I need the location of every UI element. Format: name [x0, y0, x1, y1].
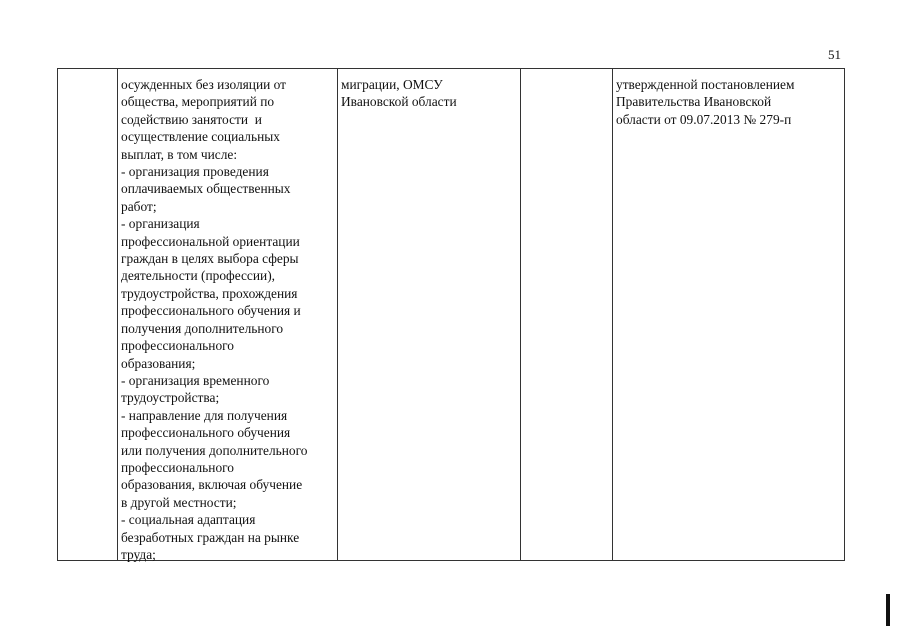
text-line: - направление для получения [121, 407, 288, 423]
text-line: профессионального [121, 338, 234, 354]
text-line: работ; [121, 198, 157, 214]
text-line: трудоустройства, прохождения [121, 285, 298, 301]
text-line: осужденных без изоляции от [121, 77, 287, 92]
page-number: 51 [828, 47, 841, 62]
text-line: общества, мероприятий по [121, 94, 275, 110]
executors-cell [341, 76, 457, 111]
text-line: профессиональной ориентации [121, 233, 300, 249]
column-divider [337, 69, 338, 560]
text-line: - социальная адаптация [121, 512, 256, 528]
text-line: оплачиваемых общественных [121, 181, 291, 197]
document-table [57, 68, 845, 561]
text-line: области от 09.07.2013 № 279-п [616, 111, 792, 127]
column-divider [117, 69, 118, 560]
text-line: трудоустройства; [121, 390, 220, 406]
text-line: профессионального обучения [121, 425, 291, 441]
text-line: образования; [121, 355, 196, 371]
text-line: в другой местности; [121, 494, 237, 510]
text-line: или получения дополнительного [121, 442, 308, 458]
measures-cell [121, 76, 307, 563]
text-line: утвержденной постановлением [616, 77, 795, 92]
text-line: профессионального обучения и [121, 303, 301, 319]
text-line: профессионального [121, 459, 234, 475]
text-line: содействию занятости и [121, 111, 262, 127]
text-line: деятельности (профессии), [121, 268, 275, 284]
text-line: - организация [121, 216, 200, 232]
scan-artifact [886, 594, 890, 626]
text-line: осуществление социальных [121, 129, 280, 145]
text-line: труда; [121, 546, 156, 562]
column-divider [520, 69, 521, 560]
text-line: безработных граждан на рынке [121, 529, 300, 545]
text-line: образования, включая обучение [121, 477, 303, 493]
text-line: получения дополнительного [121, 320, 284, 336]
text-line: - организация временного [121, 372, 270, 388]
text-line: Ивановской области [341, 94, 457, 110]
text-line: Правительства Ивановской [616, 94, 772, 110]
text-line: - организация проведения [121, 164, 269, 180]
text-line: миграции, ОМСУ [341, 77, 443, 92]
text-line: граждан в целях выбора сферы [121, 251, 299, 267]
column-divider [612, 69, 613, 560]
text-line: выплат, в том числе: [121, 146, 238, 162]
legal-basis-cell [616, 76, 794, 128]
